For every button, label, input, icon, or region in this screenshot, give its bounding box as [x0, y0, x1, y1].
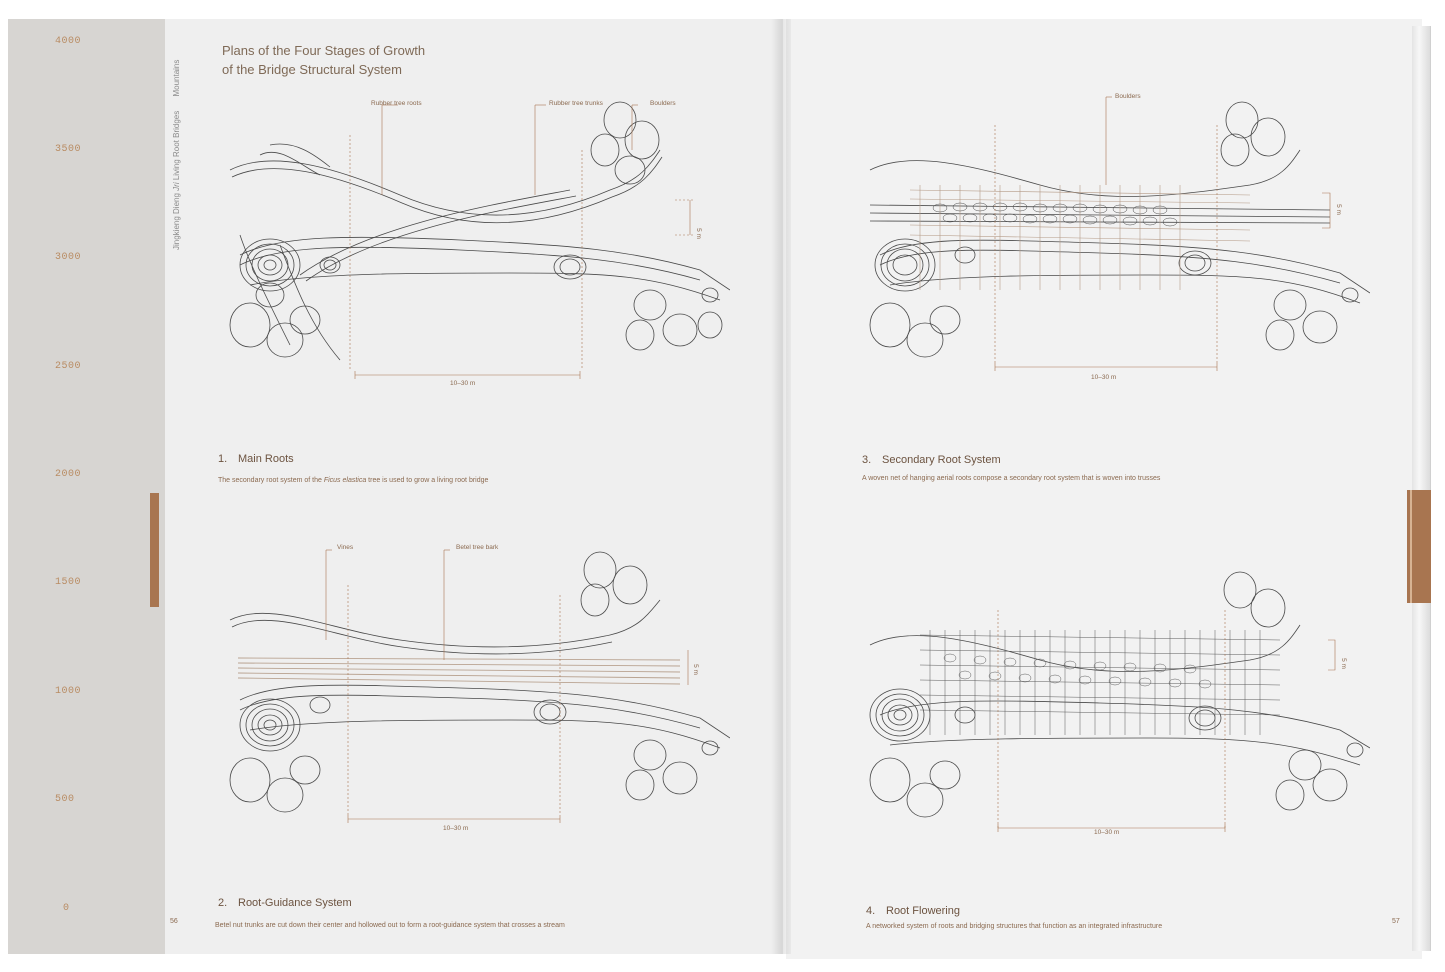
- page-edge: [1412, 26, 1431, 951]
- altitude-label: 1000: [55, 686, 82, 697]
- page-number-right: 57: [1392, 918, 1400, 925]
- stage-3-title: [862, 454, 1001, 466]
- label-width: 5 m: [1334, 204, 1342, 215]
- stage-4-number: 4.: [866, 905, 876, 917]
- stage-1-caption-text: The secondary root system of the: [218, 477, 324, 484]
- label-width: 5 m: [691, 664, 699, 675]
- stage-2-title: [218, 897, 352, 909]
- label-span: 10–30 m: [443, 825, 469, 832]
- running-head-title: Living Root Bridges: [172, 110, 181, 181]
- altitude-label: 500: [55, 794, 75, 805]
- page-title-line-2: of the Bridge Structural System: [222, 62, 402, 77]
- label-rubber-tree-trunks: Rubber tree trunks: [549, 100, 603, 107]
- label-rubber-tree-roots: Rubber tree roots: [371, 100, 422, 107]
- stage-1-name: Main Roots: [238, 453, 294, 465]
- altitude-label: 0: [63, 903, 70, 914]
- label-vines: Vines: [337, 544, 354, 551]
- gutter-shadow: [771, 19, 791, 954]
- label-span: 10–30 m: [1094, 829, 1120, 836]
- altitude-strip: [8, 19, 165, 954]
- stage-3-name: Secondary Root System: [882, 454, 1001, 466]
- label-boulders: Boulders: [650, 100, 676, 107]
- running-head-section: Mountains: [172, 59, 181, 97]
- stage-1-title: [218, 453, 294, 465]
- running-head-italic: Jri: [172, 182, 181, 191]
- stage-2-drawing: [210, 540, 730, 840]
- altitude-label: 4000: [55, 36, 82, 47]
- stage-1-caption: [218, 477, 488, 484]
- label-betel-tree-bark: Betel tree bark: [456, 544, 499, 551]
- running-head-author: Jingkieng Dieng: [172, 193, 181, 250]
- section-tab-left: [150, 493, 159, 607]
- section-tab-right: [1407, 490, 1431, 603]
- label-span: 10–30 m: [450, 380, 476, 387]
- stage-4-title: [866, 905, 960, 917]
- stage-3-drawing: [850, 95, 1370, 385]
- altitude-label: 2500: [55, 361, 82, 372]
- page-title: [222, 41, 522, 79]
- label-boulders: Boulders: [1115, 93, 1141, 100]
- stage-4-name: Root Flowering: [886, 905, 960, 917]
- label-width: 5 m: [1339, 658, 1347, 669]
- label-width: 5 m: [694, 228, 702, 239]
- stage-3-number: 3.: [862, 454, 872, 466]
- running-head: [172, 60, 181, 250]
- stage-4-caption: A networked system of roots and bridging structures that function as an integrated infrastructure: [866, 923, 1163, 930]
- altitude-label: 2000: [55, 469, 82, 480]
- altitude-label: 3000: [55, 252, 82, 263]
- page-number-left: 56: [170, 918, 178, 925]
- stage-2-name: Root-Guidance System: [238, 897, 352, 909]
- stage-1-number: 1.: [218, 453, 228, 465]
- stage-2-number: 2.: [218, 897, 228, 909]
- stage-3-caption: A woven net of hanging aerial roots compose a secondary root system that is woven into trusses: [862, 475, 1161, 482]
- stage-2-caption: Betel nut trunks are cut down their center and hollowed out to form a root-guidance system that crosses a stream: [215, 922, 565, 929]
- stage-4-drawing: [850, 570, 1370, 845]
- altitude-label: 1500: [55, 577, 82, 588]
- stage-1-drawing: [210, 95, 730, 395]
- page-title-line-1: Plans of the Four Stages of Growth: [222, 43, 426, 58]
- stage-1-caption-text-end: tree is used to grow a living root bridge: [366, 477, 489, 484]
- label-span: 10–30 m: [1091, 374, 1117, 381]
- stage-1-caption-species: Ficus elastica: [323, 477, 367, 484]
- altitude-label: 3500: [55, 144, 82, 155]
